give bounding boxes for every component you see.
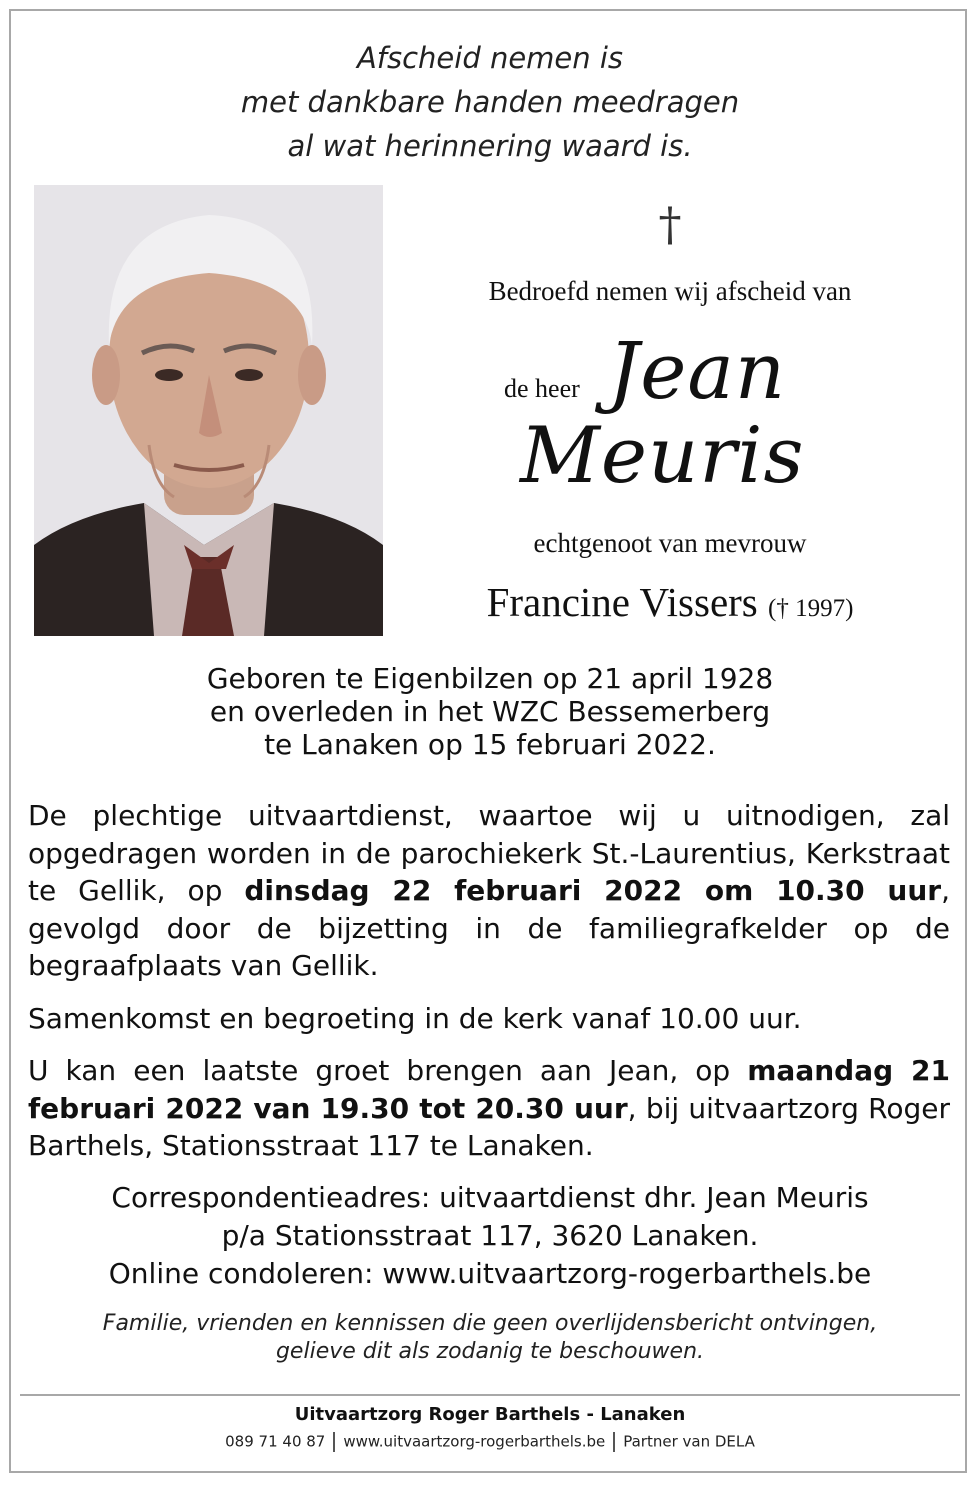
family-note-line: gelieve dit als zodanig te beschouwen.	[275, 1339, 705, 1364]
spouse-death-year: († 1997)	[768, 595, 854, 622]
portrait-photo	[34, 185, 383, 636]
portrait-illustration	[34, 185, 383, 636]
honorific: de heer	[504, 374, 580, 403]
correspondence-line: p/a Stationsstraat 117, 3620 Lanaken.	[221, 1219, 759, 1252]
footer-website[interactable]: www.uitvaartzorg-rogerbarthels.be	[343, 1432, 606, 1451]
deceased-last-name: Meuris	[520, 411, 805, 501]
spouse-name: Francine Vissers	[486, 579, 758, 625]
funeral-service-paragraph	[28, 797, 950, 985]
service-text: De plechtige uitvaartdienst, waartoe wij u uitnodigen, zal opgedragen worden in de parochiekerk St.-Laurentius, Kerkstraat te Gellik, op	[28, 799, 950, 907]
birth-line: en overleden in het WZC Bessemerberg	[209, 695, 771, 728]
motto-verse	[0, 36, 980, 168]
footer-divider	[20, 1394, 960, 1396]
birth-line: Geboren te Eigenbilzen op 21 april 1928	[206, 662, 774, 695]
correspondence-line: Correspondentieadres: uitvaartdienst dhr. Jean Meuris	[111, 1181, 869, 1214]
service-text: , gevolgd door de bijzetting in de familiegrafkelder op de begraafplaats van Gellik.	[28, 874, 951, 982]
separator	[333, 1432, 335, 1452]
footer-contact	[0, 1432, 980, 1452]
funeral-home-name: Uitvaartzorg Roger Barthels - Lanaken	[294, 1404, 686, 1425]
visitation-text: , bij uitvaartzorg Roger Barthels, Stationsstraat 117 te Lanaken.	[28, 1091, 950, 1162]
deceased-first-name: Jean	[608, 327, 787, 417]
motto-line: Afscheid nemen is	[356, 41, 624, 75]
service-datetime: dinsdag 22 februari 2022 om 10.30 uur	[244, 874, 942, 907]
birth-death-info	[0, 662, 980, 761]
motto-line: met dankbare handen meedragen	[240, 85, 740, 119]
family-note-line: Familie, vrienden en kennissen die geen overlijdensbericht ontvingen,	[102, 1311, 878, 1336]
gathering-paragraph: Samenkomst en begroeting in de kerk vanaf 10.00 uur.	[28, 1002, 802, 1035]
latin-cross-icon: †	[658, 197, 682, 251]
footer-phone[interactable]: 089 71 40 87	[225, 1432, 326, 1451]
visitation-datetime: maandag 21 februari 2022 van 19.30 tot 20.30 uur	[28, 1054, 950, 1125]
correspondence-block	[0, 1179, 980, 1293]
footer-partner: Partner van DELA	[623, 1432, 755, 1451]
visitation-text: U kan een laatste groet brengen aan Jean, op	[28, 1054, 748, 1087]
intro-line: Bedroefd nemen wij afscheid van	[488, 276, 852, 306]
birth-line: te Lanaken op 15 februari 2022.	[264, 728, 716, 761]
condolence-link[interactable]: Online condoleren: www.uitvaartzorg-rogerbarthels.be	[108, 1257, 872, 1290]
family-note	[0, 1310, 980, 1366]
spouse-label: echtgenoot van mevrouw	[533, 528, 807, 558]
visitation-paragraph	[28, 1052, 950, 1165]
separator	[613, 1432, 615, 1452]
spouse-name-line	[400, 578, 940, 626]
motto-line: al wat herinnering waard is.	[287, 129, 693, 163]
